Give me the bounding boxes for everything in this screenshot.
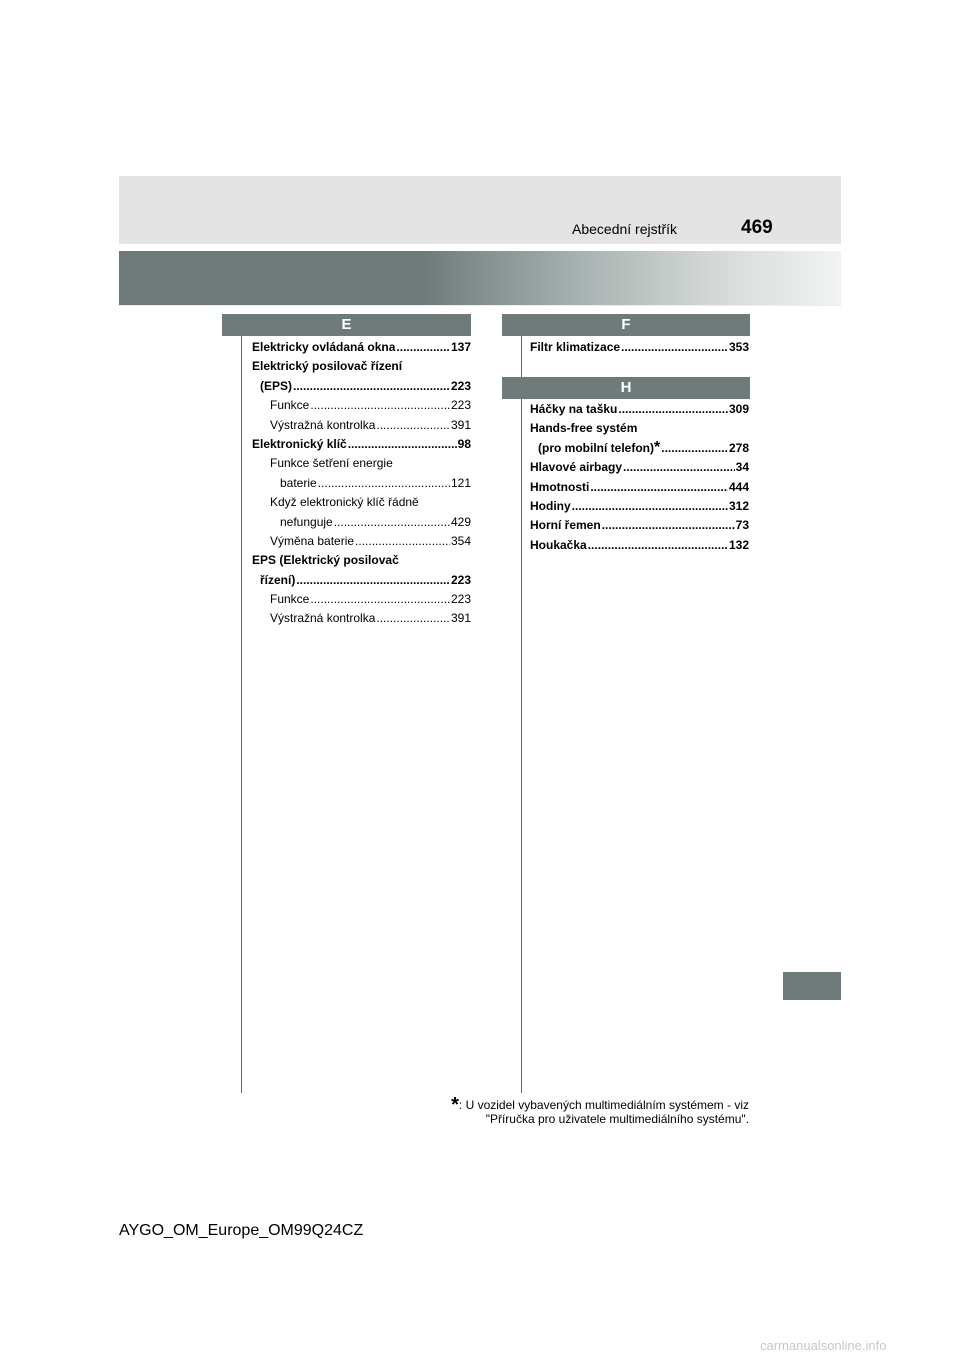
index-entry <box>252 357 471 376</box>
dot-leader <box>310 590 450 609</box>
index-entry <box>252 474 471 493</box>
index-entry-label: Elektrický posilovač řízení <box>252 359 403 374</box>
index-entry <box>252 532 471 551</box>
index-entry <box>530 478 749 497</box>
dot-leader <box>661 439 728 458</box>
index-entry-label: (EPS) <box>260 378 293 393</box>
page-title: Abecední rejstřík <box>572 221 678 237</box>
index-entry-label: nefunguje <box>280 514 333 529</box>
index-entry-page: 132 <box>728 537 749 552</box>
chapter-tab <box>783 972 841 1000</box>
footnote-line-2: "Příručka pro uživatele multimediálního systému". <box>485 1112 749 1126</box>
dot-leader <box>293 377 450 396</box>
index-entry <box>530 419 749 438</box>
index-entry <box>252 396 471 415</box>
index-entry <box>252 513 471 532</box>
middle-column-rule <box>521 335 522 1093</box>
index-entry-page: 223 <box>450 378 471 393</box>
band-divider <box>119 305 841 306</box>
dot-leader <box>334 513 450 532</box>
index-entry <box>530 338 749 357</box>
index-entry <box>530 497 749 516</box>
footnote <box>380 1094 749 1126</box>
dot-leader <box>376 416 450 435</box>
index-entry-page: 309 <box>728 402 749 416</box>
index-entry-page: 353 <box>728 340 749 354</box>
dot-leader <box>623 458 735 477</box>
footnote-line-1: : U vozidel vybavených multimediálním systémem - viz <box>458 1098 749 1112</box>
dot-leader <box>621 338 728 357</box>
dot-leader <box>602 516 735 535</box>
index-entry-label: Výstražná kontrolka <box>270 611 376 626</box>
index-entry-label: (pro mobilní telefon) <box>538 440 654 455</box>
dot-leader <box>572 497 728 516</box>
index-entry <box>252 551 471 570</box>
index-entry-label: Hlavové airbagy <box>530 460 623 475</box>
index-entry-page: 354 <box>450 533 471 548</box>
document-code: AYGO_OM_Europe_OM99Q24CZ <box>119 1222 364 1239</box>
index-entry-page: 73 <box>735 518 749 533</box>
index-entry <box>252 590 471 609</box>
index-entry-label: Hmotnosti <box>530 479 590 494</box>
index-entry-page: 278 <box>728 440 749 455</box>
index-entry-label: Háčky na tašku <box>530 402 618 416</box>
index-list-e <box>252 338 471 629</box>
index-entry-label: Funkce <box>270 398 310 413</box>
index-entry-label: Když elektronický klíč řádně <box>270 495 419 510</box>
index-entry-page: 34 <box>735 460 749 475</box>
index-entry <box>252 416 471 435</box>
header-gradient-band <box>119 251 841 305</box>
dot-leader <box>590 478 728 497</box>
index-entry-page: 391 <box>450 417 471 432</box>
watermark: carmanualsonline.info <box>760 1338 887 1353</box>
index-entry-label: Hands-free systém <box>530 421 638 436</box>
index-entry-page: 444 <box>728 479 749 494</box>
index-entry-page: 391 <box>450 611 471 626</box>
index-entry <box>530 400 749 419</box>
index-entry-label: Elektronický klíč <box>252 436 347 451</box>
index-entry-page: 223 <box>450 592 471 607</box>
dot-leader <box>296 571 450 590</box>
index-entry-label: Výstražná kontrolka <box>270 417 376 432</box>
header-bar <box>119 176 841 244</box>
section-header-f: F <box>502 314 750 336</box>
index-entry-label: Horní řemen <box>530 518 601 533</box>
dot-leader <box>348 435 457 454</box>
index-entry <box>530 536 749 555</box>
dot-leader <box>618 400 728 419</box>
index-entry-page: 137 <box>450 340 471 354</box>
index-entry: (pro mobilní telefon) * ..... 278 <box>530 439 749 458</box>
index-entry <box>530 458 749 477</box>
left-column-rule <box>241 335 242 1093</box>
footnote-marker: * <box>451 1094 459 1116</box>
index-entry <box>252 435 471 454</box>
index-entry-page: 312 <box>728 498 749 513</box>
dot-leader <box>588 536 728 555</box>
index-entry <box>252 454 471 473</box>
index-entry <box>252 571 471 590</box>
page-number: 469 <box>741 217 773 238</box>
index-entry-page: 223 <box>450 398 471 413</box>
dot-leader <box>376 609 450 628</box>
index-entry-page: 223 <box>450 572 471 587</box>
index-entry-label: Výměna baterie <box>270 533 355 548</box>
section-header-e: E <box>222 314 471 336</box>
index-entry-label: Funkce <box>270 592 310 607</box>
section-header-h: H <box>502 377 750 399</box>
index-list-h <box>530 400 749 555</box>
index-list-f <box>530 338 749 357</box>
dot-leader <box>310 396 450 415</box>
index-entry <box>530 516 749 535</box>
index-entry-label: Filtr klimatizace <box>530 340 621 354</box>
index-entry <box>252 377 471 396</box>
dot-leader <box>396 338 450 357</box>
index-entry-label: řízení) <box>260 572 296 587</box>
index-entry-label: Houkačka <box>530 537 587 552</box>
index-entry-page: 429 <box>450 514 471 529</box>
index-entry-label: baterie <box>280 475 317 490</box>
index-entry-page: 121 <box>450 475 471 490</box>
index-entry <box>252 609 471 628</box>
index-entry-label: EPS (Elektrický posilovač <box>252 553 399 568</box>
dot-leader <box>318 474 450 493</box>
index-entry-page: 98 <box>457 436 471 451</box>
index-entry-label: Hodiny <box>530 498 571 513</box>
index-entry-label: Funkce šetření energie <box>270 456 393 471</box>
index-entry <box>252 493 471 512</box>
index-entry-label: Elektricky ovládaná okna <box>252 340 396 354</box>
index-entry <box>252 338 471 357</box>
dot-leader <box>355 532 450 551</box>
